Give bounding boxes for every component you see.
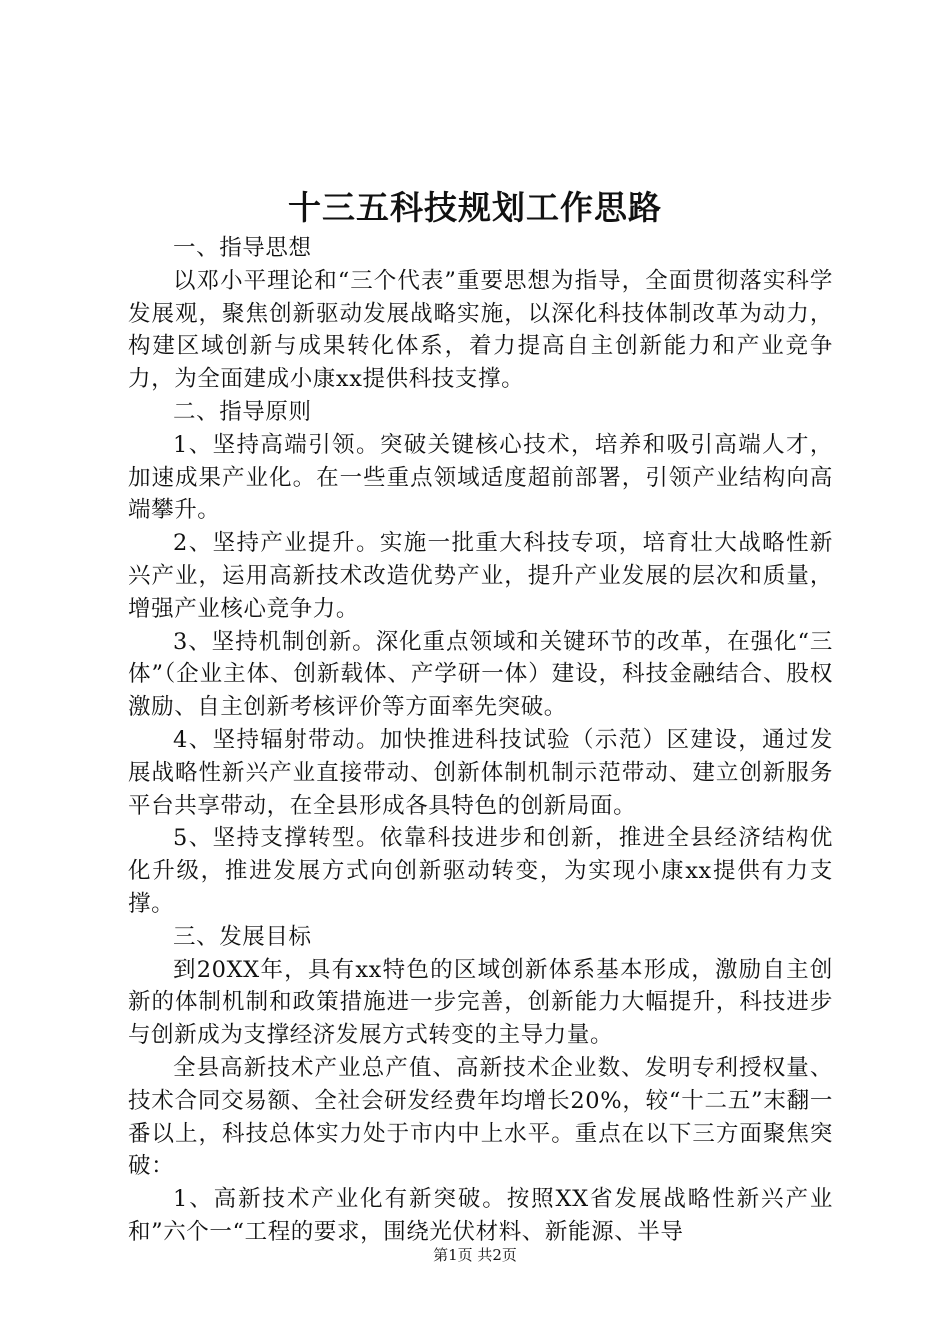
heading-guiding-ideology: 一、指导思想	[173, 235, 312, 261]
paragraph-principle-4: 4、坚持辐射带动。加快推进科技试验（示范）区建设，通过发展战略性新兴产业直接带动、创新体制机制示范带动、建立创新服务平台共享带动，在全县形成各具特色的创新局面。	[128, 726, 833, 819]
document-title: 十三五科技规划工作思路	[288, 188, 662, 227]
heading-development-goals: 三、发展目标	[173, 923, 312, 950]
paragraph-principle-2: 2、坚持产业提升。实施一批重大科技专项，培育壮大战略性新兴产业，运用高新技术改造优势产业，提升产业发展的层次和质量，增强产业核心竞争力。	[128, 530, 833, 622]
page-footer: 第1页 共2页	[433, 1246, 517, 1264]
paragraph-goals-growth: 全县高新技术产业总产值、高新技术企业数、发明专利授权量、技术合同交易额、全社会研发经费年均增长20%，较“十二五”末翻一番以上，科技总体实力处于市内中上水平。重点在以下三方面聚焦突破：	[128, 1054, 833, 1180]
document-body	[128, 232, 833, 1249]
paragraph-principle-1: 1、坚持高端引领。突破关键核心技术，培养和吸引高端人才，加速成果产业化。在一些重点领域适度超前部署，引领产业结构向高端攀升。	[128, 431, 833, 524]
paragraph-goals-overview: 到20XX年，具有xx特色的区域创新体系基本形成，激励自主创新的体制机制和政策措施进一步完善，创新能力大幅提升，科技进步与创新成为支撑经济发展方式转变的主导力量。	[128, 956, 833, 1049]
paragraph-principle-5: 5、坚持支撑转型。依靠科技进步和创新，推进全县经济结构优化升级，推进发展方式向创新驱动转变，为实现小康xx提供有力支撑。	[128, 825, 833, 917]
paragraph-breakthrough-1: 1、高新技术产业化有新突破。按照XX省发展战略性新兴产业和”六个一“工程的要求，围绕光伏材料、新能源、半导	[128, 1186, 833, 1245]
paragraph-guiding-ideology: 以邓小平理论和“三个代表”重要思想为指导，全面贯彻落实科学发展观，聚焦创新驱动发展战略实施，以深化科技体制改革为动力，构建区域创新与成果转化体系，着力提高自主创新能力和产业竞争力，为全面建成小康xx提供科技支撑。	[128, 267, 833, 393]
heading-guiding-principles: 二、指导原则	[173, 398, 312, 425]
paragraph-principle-3: 3、坚持机制创新。深化重点领域和关键环节的改革，在强化“三体”（企业主体、创新载体、产学研一体）建设，科技金融结合、股权激励、自主创新考核评价等方面率先突破。	[128, 628, 833, 721]
